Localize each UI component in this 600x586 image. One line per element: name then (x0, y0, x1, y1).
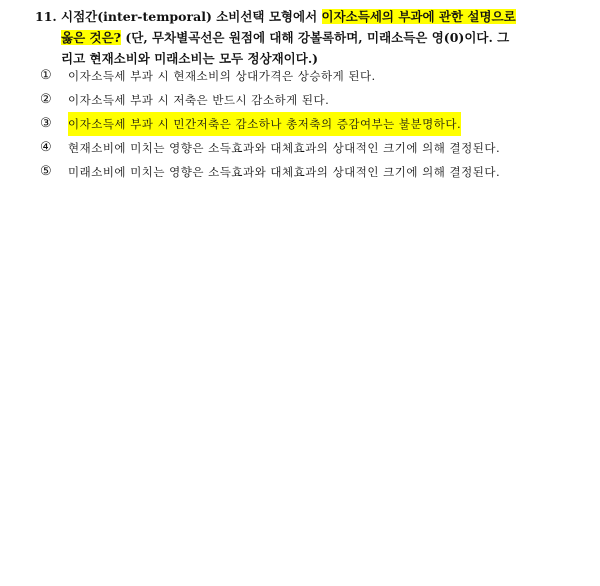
option-1[interactable] (40, 64, 580, 88)
option-text: 이자소득세 부과 시 저축은 반드시 감소하게 된다. (68, 93, 330, 107)
option-marker: ⑤ (40, 164, 52, 179)
option-3[interactable] (40, 112, 580, 136)
option-text-highlighted: 이자소득세 부과 시 민간저축은 감소하나 총저축의 증감여부는 불분명하다. (68, 112, 461, 136)
answer-options (40, 64, 580, 184)
question-line-1 (35, 6, 565, 27)
option-2[interactable] (40, 88, 580, 112)
option-marker: ② (40, 92, 52, 107)
question-block (35, 6, 565, 69)
question-condition-text: (단, 무차별곡선은 원점에 대해 강볼록하며, 미래소득은 영(0)이다. 그 (120, 30, 510, 45)
option-text: 미래소비에 미치는 영향은 소득효과와 대체효과의 상대적인 크기에 의해 결정된다. (68, 165, 501, 179)
option-text: 현재소비에 미치는 영향은 소득효과와 대체효과의 상대적인 크기에 의해 결정된다. (68, 141, 501, 155)
option-text: 이자소득세 부과 시 현재소비의 상대가격은 상승하게 된다. (68, 69, 376, 83)
question-condition-continued: 리고 현재소비와 미래소비는 모두 정상재이다.) (61, 51, 319, 66)
option-marker: ③ (40, 116, 52, 131)
option-marker: ① (40, 68, 52, 83)
question-number: 11. (35, 9, 57, 24)
question-line-2 (35, 27, 565, 48)
option-4[interactable] (40, 136, 580, 160)
option-5[interactable] (40, 160, 580, 184)
question-highlighted-text: 이자소득세의 부과에 관한 설명으로 (321, 9, 516, 24)
option-marker: ④ (40, 140, 52, 155)
question-prompt-highlight: 옳은 것은? (61, 30, 121, 45)
question-stem-text: 시점간(inter-temporal) 소비선택 모형에서 (61, 9, 322, 24)
